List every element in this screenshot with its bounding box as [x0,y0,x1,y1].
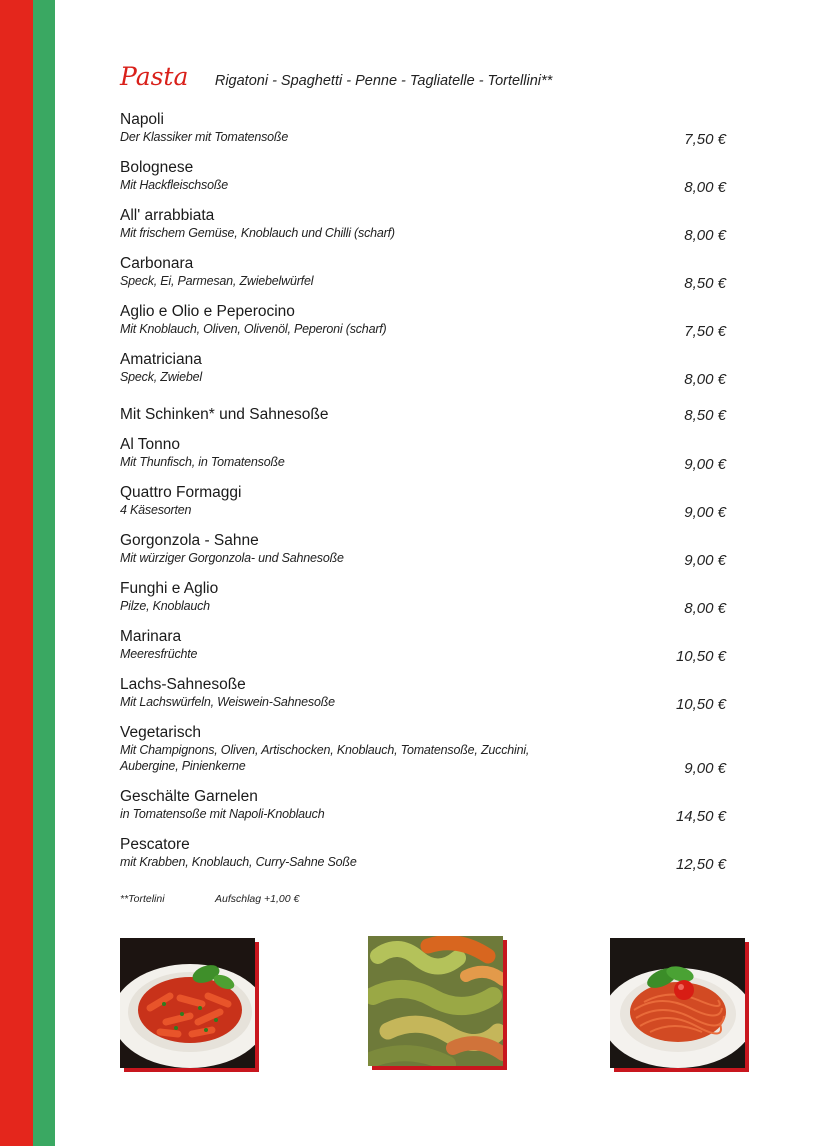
item-price: 9,00 € [684,760,726,777]
item-description: Mit Champignons, Oliven, Artischocken, Knoblauch, Tomatensoße, Zucchini, [120,743,530,757]
menu-item-aglio-olio [120,302,726,340]
menu-item-al-tonno [120,435,726,473]
item-price: 8,00 € [684,179,726,196]
item-price: 9,00 € [684,456,726,473]
item-description: Meeresfrüchte [120,647,198,661]
item-name: Mit Schinken* und Sahnesoße [120,406,329,423]
item-description: Mit würziger Gorgonzola- und Sahnesoße [120,551,344,565]
item-description: Mit Hackfleischsoße [120,178,229,192]
menu-item-lachs-sahne [120,675,726,713]
item-price: 10,50 € [675,696,726,713]
menu-item-marinara [120,627,726,665]
item-name: Al Tonno [120,436,181,453]
item-name: Napoli [120,111,164,128]
item-description: Der Klassiker mit Tomatensoße [120,130,289,144]
item-name: Marinara [120,628,182,645]
item-price: 7,50 € [684,131,726,148]
penne-photo [120,938,255,1068]
item-name: Gorgonzola - Sahne [120,532,259,549]
item-price: 14,50 € [675,808,726,825]
spaghetti-photo [610,938,745,1068]
item-description: 4 Käsesorten [120,503,192,517]
item-description: Mit Knoblauch, Oliven, Olivenöl, Peperoni (scharf) [120,322,387,336]
item-name: Aglio e Olio e Peperocino [120,303,295,320]
menu-item-arrabbiata [120,206,726,244]
item-description: Mit Lachswürfeln, Weiswein-Sahnesoße [120,695,335,709]
menu-item-funghi-aglio [120,579,726,617]
item-price: 8,00 € [684,227,726,244]
menu-item-carbonara [120,254,726,292]
section-header [120,62,552,96]
pasta-types: Rigatoni - Spaghetti - Penne - Tagliatelle - Tortellini** [214,73,553,89]
item-name: Bolognese [120,159,194,176]
italian-flag-green-stripe [33,0,55,1146]
item-description: Mit Thunfisch, in Tomatensoße [120,455,285,469]
menu-item-garnelen [120,787,726,825]
menu-item-amatriciana [120,350,726,388]
item-description: mit Krabben, Knoblauch, Curry-Sahne Soße [120,855,357,869]
menu-item-gorgonzola-sahne [120,531,726,569]
menu-item-pescatore [120,835,726,873]
item-name: Funghi e Aglio [120,580,219,597]
item-name: Lachs-Sahnesoße [120,676,246,693]
item-description: in Tomatensoße mit Napoli-Knoblauch [120,807,325,821]
item-price: 8,50 € [684,407,726,424]
item-price: 9,00 € [684,552,726,569]
item-price: 8,50 € [684,275,726,292]
item-price: 12,50 € [675,856,726,873]
item-description: Speck, Zwiebel [120,370,202,384]
menu-item-schinken-sahne [120,405,726,425]
item-name: Quattro Formaggi [120,484,242,501]
item-price: 8,00 € [684,600,726,617]
item-description: Speck, Ei, Parmesan, Zwiebelwürfel [120,274,314,288]
item-name: Pescatore [120,836,190,853]
menu-item-napoli [120,110,726,148]
item-description-continued: Aubergine, Pinienkerne [120,759,246,773]
item-price: 7,50 € [684,323,726,340]
item-description: Pilze, Knoblauch [120,599,210,613]
fusilli-photo [368,936,503,1066]
item-price: 8,00 € [684,371,726,388]
item-price: 10,50 € [675,648,726,665]
section-title: Pasta [120,62,189,91]
item-price: 9,00 € [684,504,726,521]
item-name: Amatriciana [120,351,202,368]
item-name: Carbonara [120,255,194,272]
item-name: Geschälte Garnelen [120,788,258,805]
footnote-surcharge: Aufschlag +1,00 € [215,893,300,905]
item-name: All' arrabbiata [120,207,215,224]
item-name: Vegetarisch [120,724,201,741]
menu-item-vegetarisch [120,723,726,777]
italian-flag-red-stripe [0,0,33,1146]
item-description: Mit frischem Gemüse, Knoblauch und Chilli (scharf) [120,226,395,240]
menu-item-quattro-formaggi [120,483,726,521]
menu-item-bolognese [120,158,726,196]
footnote-label: **Tortelini [120,893,165,905]
